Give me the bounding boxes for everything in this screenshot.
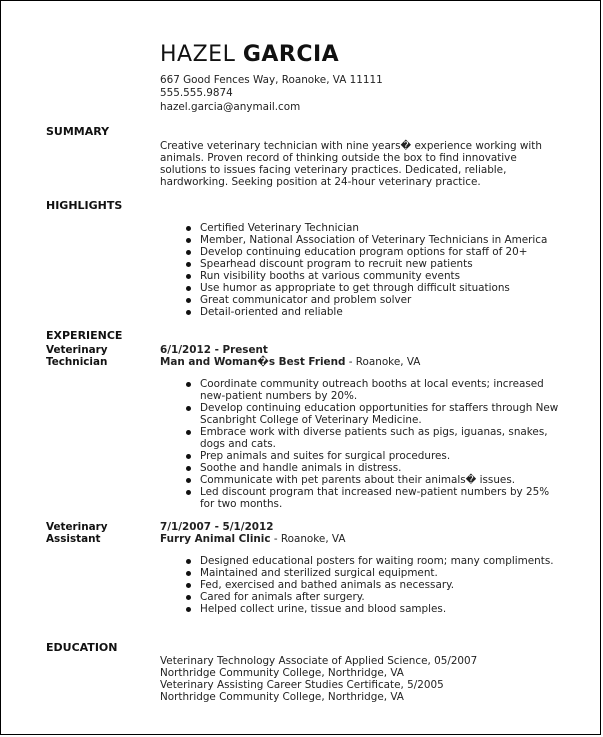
- highlights-heading: HIGHLIGHTS: [46, 199, 123, 212]
- job-location: - Roanoke, VA: [270, 533, 346, 545]
- list-item: Run visibility booths at various community events: [160, 270, 560, 282]
- bullet-icon: [186, 382, 191, 387]
- job-duties: [160, 378, 560, 510]
- list-item: Use humor as appropriate to get through difficult situations: [160, 282, 560, 294]
- education-heading: EDUCATION: [46, 641, 118, 654]
- bullet-icon: [186, 583, 191, 588]
- phone: 555.555.9874: [160, 87, 233, 100]
- list-item: Develop continuing education opportunities for staffers through New Scanbright College of Veterinary Medicine.: [160, 402, 560, 426]
- address: 667 Good Fences Way, Roanoke, VA 11111: [160, 74, 383, 86]
- bullet-icon: [186, 298, 191, 303]
- list-item: Communicate with pet parents about their animals� issues.: [160, 474, 560, 486]
- bullet-icon: [186, 607, 191, 612]
- experience-heading: EXPERIENCE: [46, 329, 123, 342]
- education-line: Northridge Community College, Northridge, VA: [160, 691, 404, 703]
- bullet-icon: [186, 490, 191, 495]
- bullet-icon: [186, 262, 191, 267]
- job-role: Veterinary Technician: [46, 344, 108, 368]
- list-item: Great communicator and problem solver: [160, 294, 560, 306]
- list-item: Designed educational posters for waiting room; many compliments.: [160, 555, 560, 567]
- list-item: Spearhead discount program to recruit new patients: [160, 258, 560, 270]
- job-entry: [160, 344, 560, 510]
- summary-text: Creative veterinary technician with nine years� experience working with animals. Proven record of thinking outside the box to find innovative solutions to issues facing veterinary practices. Dedicated, reliable, hardworking. Seeking position at 24-hour veterinary practice.: [160, 140, 542, 188]
- job-company-line: [160, 356, 560, 368]
- list-item: Led discount program that increased new-patient numbers by 25% for two months.: [160, 486, 560, 510]
- header: [160, 41, 383, 114]
- job-entry: [160, 521, 560, 615]
- list-item: Fed, exercised and bathed animals as necessary.: [160, 579, 560, 591]
- education-line: Veterinary Technology Associate of Applied Science, 05/2007: [160, 655, 478, 667]
- list-item: Member, National Association of Veterinary Technicians in America: [160, 234, 560, 246]
- job-location: - Roanoke, VA: [345, 356, 421, 368]
- list-item: Soothe and handle animals in distress.: [160, 462, 560, 474]
- education-entries: [160, 655, 560, 703]
- email: hazel.garcia@anymail.com: [160, 100, 301, 113]
- job-company-line: [160, 533, 560, 545]
- first-name: HAZEL: [160, 42, 236, 67]
- summary-heading: SUMMARY: [46, 125, 110, 138]
- list-item: Maintained and sterilized surgical equipment.: [160, 567, 560, 579]
- contact-info: [160, 74, 383, 114]
- education-line: Veterinary Assisting Career Studies Certificate, 5/2005: [160, 679, 444, 691]
- bullet-icon: [186, 238, 191, 243]
- list-item: Embrace work with diverse patients such as pigs, iguanas, snakes, dogs and cats.: [160, 426, 560, 450]
- bullet-icon: [186, 571, 191, 576]
- list-item: Coordinate community outreach booths at local events; increased new-patient numbers by 20%.: [160, 378, 560, 402]
- job-dates: 6/1/2012 - Present: [160, 344, 268, 356]
- job-duties: [160, 555, 560, 615]
- bullet-icon: [186, 226, 191, 231]
- bullet-icon: [186, 250, 191, 255]
- bullet-icon: [186, 595, 191, 600]
- job-dates: 7/1/2007 - 5/1/2012: [160, 521, 274, 533]
- list-item: Detail-oriented and reliable: [160, 306, 560, 318]
- list-item: Prep animals and suites for surgical procedures.: [160, 450, 560, 462]
- list-item: Certified Veterinary Technician: [160, 222, 560, 234]
- full-name: [160, 41, 383, 69]
- last-name: GARCIA: [242, 42, 340, 67]
- bullet-icon: [186, 286, 191, 291]
- list-item: Cared for animals after surgery.: [160, 591, 560, 603]
- bullet-icon: [186, 466, 191, 471]
- job-role: Veterinary Assistant: [46, 521, 108, 545]
- list-item: Develop continuing education program options for staff of 20+: [160, 246, 560, 258]
- highlights-list: [160, 222, 560, 318]
- bullet-icon: [186, 559, 191, 564]
- bullet-icon: [186, 454, 191, 459]
- bullet-icon: [186, 430, 191, 435]
- bullet-icon: [186, 310, 191, 315]
- job-company: Man and Woman�s Best Friend: [160, 356, 346, 368]
- highlights-list-wrap: [160, 222, 560, 318]
- bullet-icon: [186, 274, 191, 279]
- bullet-icon: [186, 406, 191, 411]
- job-company: Furry Animal Clinic: [160, 533, 271, 545]
- bullet-icon: [186, 478, 191, 483]
- education-line: Northridge Community College, Northridge, VA: [160, 667, 404, 679]
- list-item: Helped collect urine, tissue and blood samples.: [160, 603, 560, 615]
